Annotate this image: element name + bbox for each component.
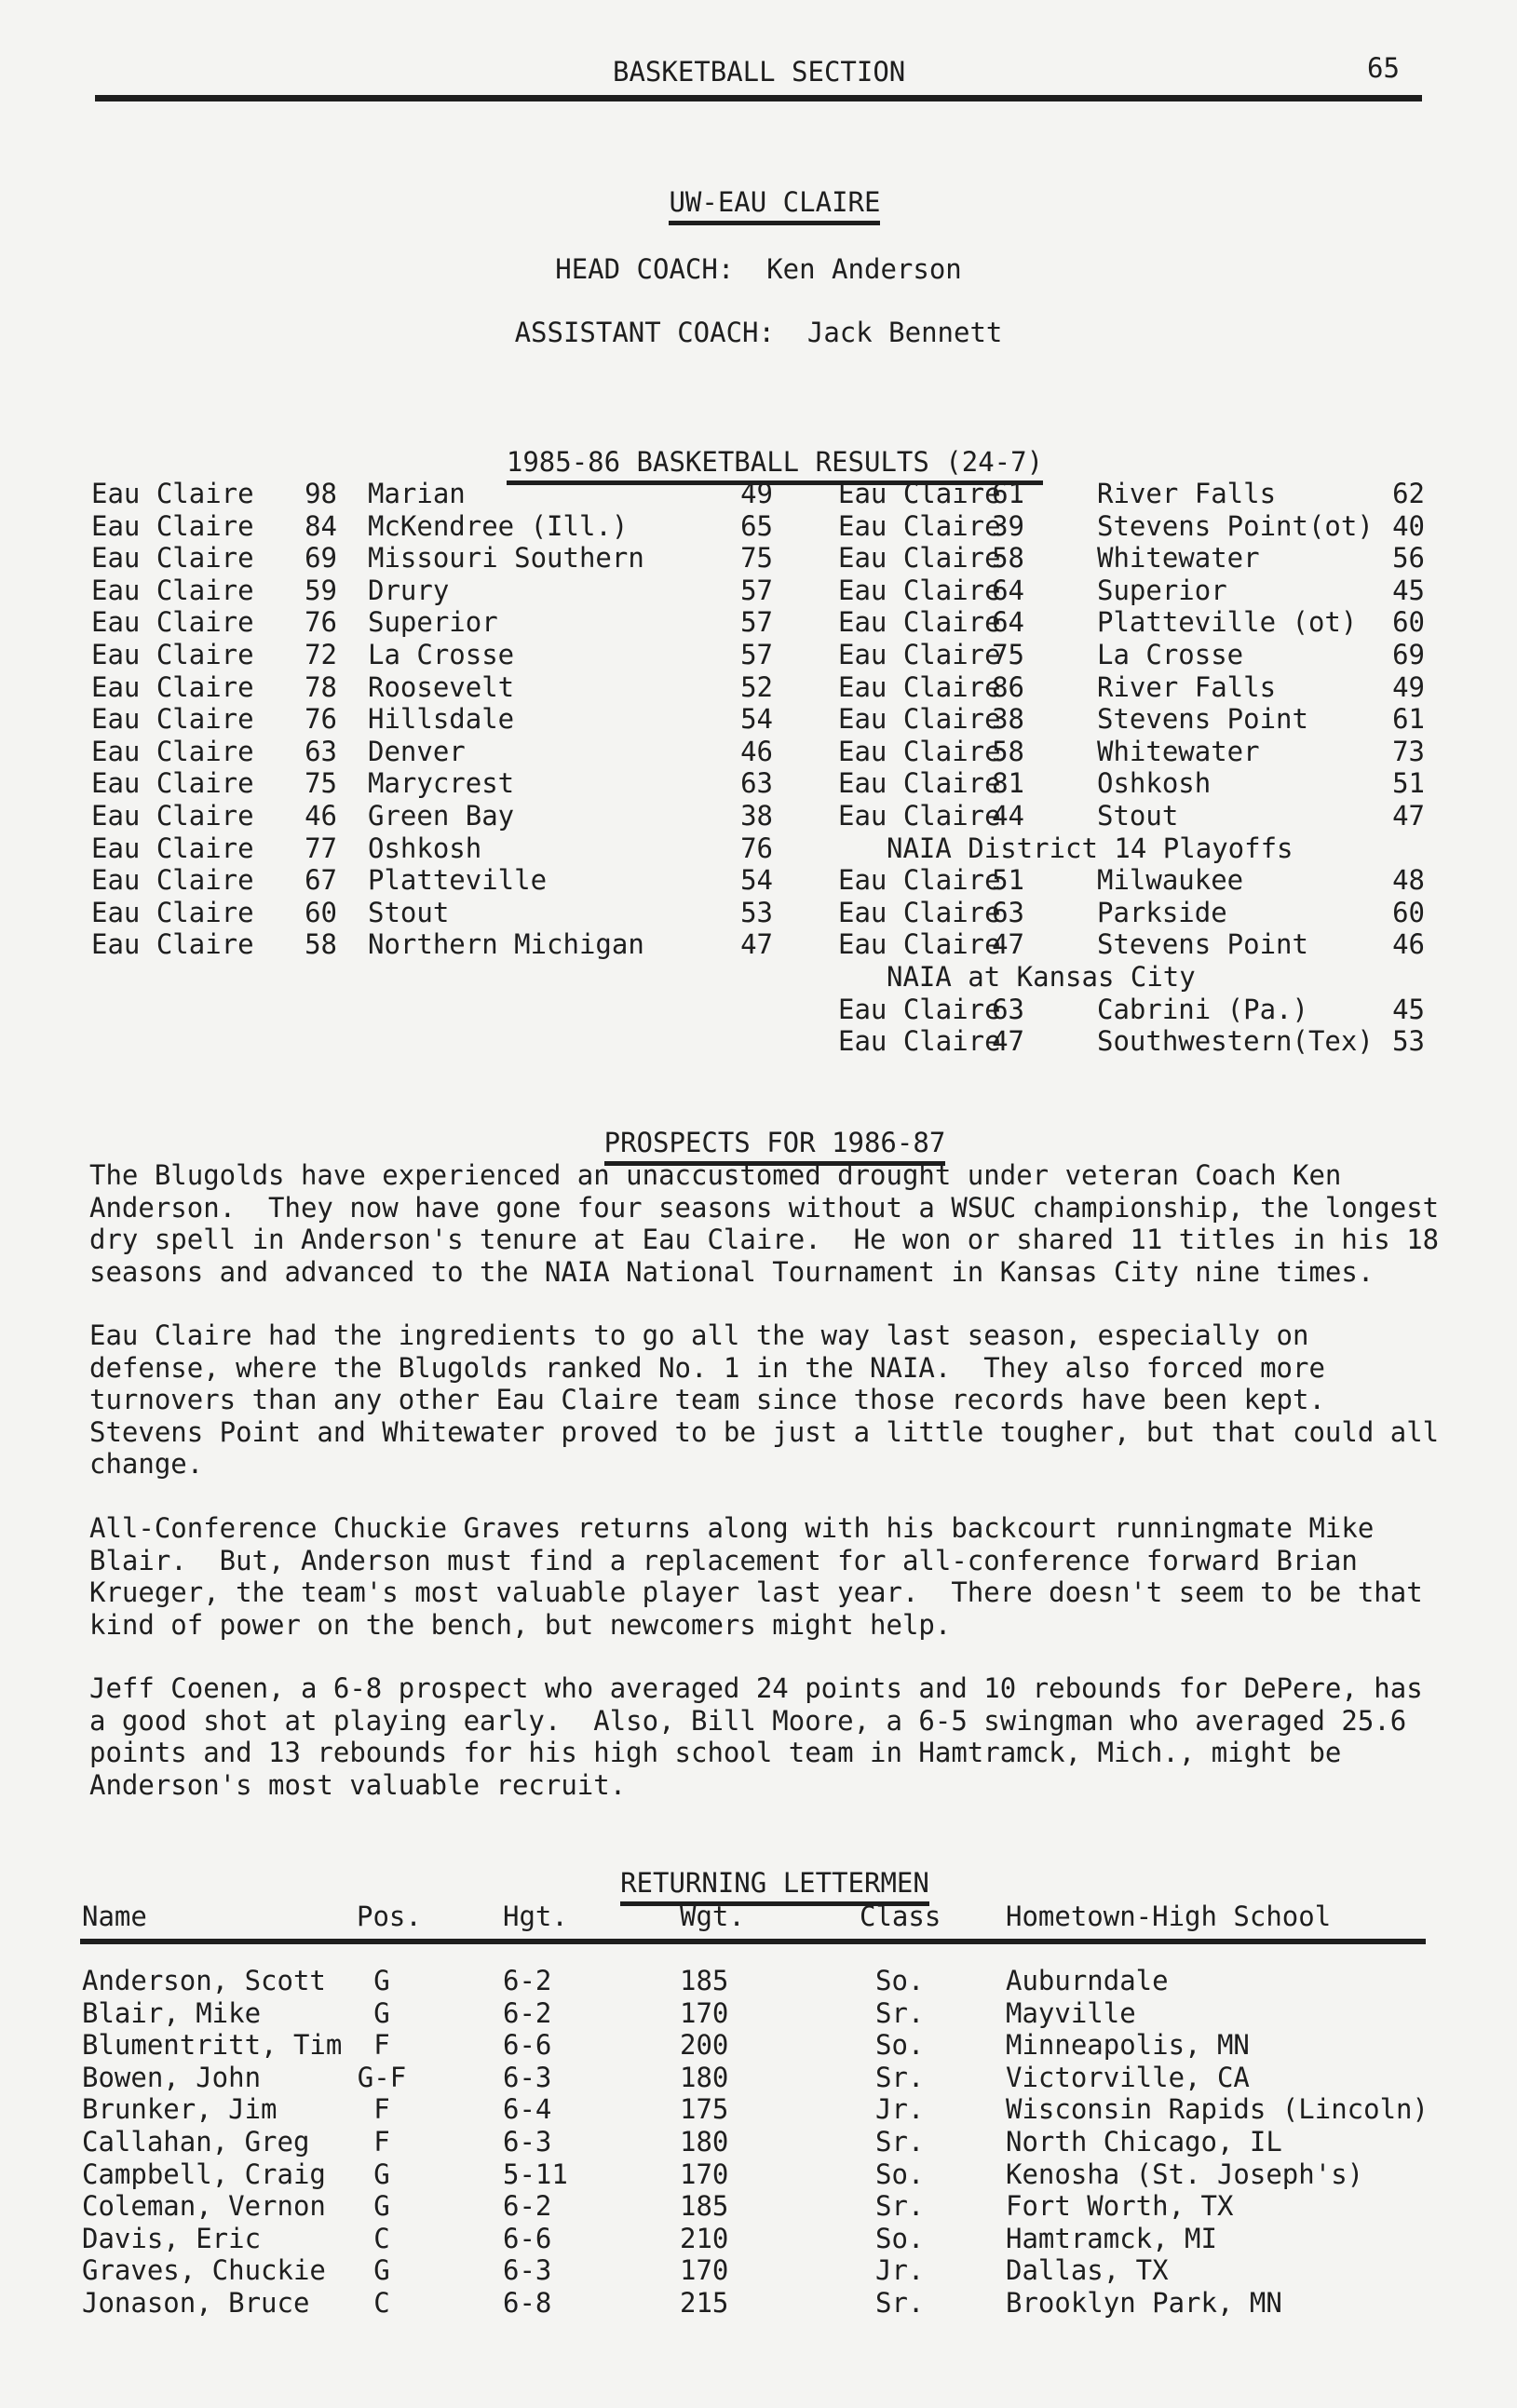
player-name: Coleman, Vernon bbox=[82, 2190, 326, 2223]
team-name: Eau Claire bbox=[838, 639, 1001, 670]
opponent-score: 61 bbox=[1392, 703, 1425, 736]
player-hometown: North Chicago, IL bbox=[1006, 2126, 1282, 2158]
opponent-score: 56 bbox=[1392, 542, 1425, 575]
player-name: Blair, Mike bbox=[82, 1996, 262, 2029]
player-class: Sr. bbox=[875, 2061, 925, 2093]
opponent-score: 46 bbox=[740, 735, 773, 767]
team-name: Eau Claire bbox=[91, 542, 254, 575]
opponent-score: 57 bbox=[740, 606, 773, 639]
opponent-score: 57 bbox=[740, 639, 773, 670]
results-heading-wrap bbox=[0, 414, 1517, 485]
team-name: Eau Claire bbox=[838, 993, 1001, 1025]
player-hometown: Dallas, TX bbox=[1006, 2254, 1169, 2287]
table-row bbox=[0, 1997, 1517, 2030]
player-height: 6-3 bbox=[503, 2126, 552, 2158]
table-header-rule bbox=[80, 1939, 1426, 1944]
lettermen-heading: RETURNING LETTERMEN bbox=[620, 1867, 929, 1906]
result-row bbox=[0, 897, 1517, 929]
team-name: Eau Claire bbox=[838, 864, 1001, 897]
opponent-name: Whitewater bbox=[1097, 735, 1260, 767]
team-name: Eau Claire bbox=[91, 928, 254, 961]
table-row bbox=[0, 2190, 1517, 2223]
player-name: Anderson, Scott bbox=[82, 1965, 326, 1996]
opponent-name: Milwaukee bbox=[1097, 864, 1244, 897]
team-name: Eau Claire bbox=[91, 767, 254, 800]
col-pos: Pos. bbox=[357, 1901, 422, 1932]
opponent-score: 57 bbox=[740, 574, 773, 606]
team-score: 39 bbox=[992, 509, 1024, 542]
result-row bbox=[0, 864, 1517, 897]
player-height: 6-6 bbox=[503, 2029, 552, 2062]
opponent-name: Stout bbox=[368, 896, 450, 928]
opponent-name: Cabrini (Pa.) bbox=[1097, 993, 1308, 1025]
player-weight: 180 bbox=[680, 2061, 729, 2093]
paragraph-1: The Blugolds have experienced an unaccustomed drought under veteran Coach Ken Anderson. They now have gone four seasons without a WSUC championship, the longest dry spell in Anderson's tenure at Eau Claire. He won or shared 11 titles in his 18 seasons and advanced to the NAIA National Tournament in Kansas City nine times. bbox=[89, 1159, 1440, 1288]
player-position: G bbox=[373, 1965, 390, 1996]
opponent-score: 47 bbox=[740, 928, 773, 961]
team-name: Eau Claire bbox=[91, 800, 254, 832]
player-hometown: Auburndale bbox=[1006, 1965, 1169, 1996]
section-title: BASKETBALL SECTION bbox=[613, 56, 906, 88]
team-score: 58 bbox=[992, 735, 1024, 767]
team-name: Eau Claire bbox=[91, 703, 254, 736]
opponent-score: 73 bbox=[1392, 735, 1425, 767]
table-row bbox=[0, 2287, 1517, 2320]
team-score: 81 bbox=[992, 767, 1024, 800]
team-score: 76 bbox=[305, 606, 337, 639]
team-score: 63 bbox=[305, 735, 337, 767]
player-name: Brunker, Jim bbox=[82, 2093, 278, 2126]
player-name: Davis, Eric bbox=[82, 2222, 262, 2254]
team-score: 98 bbox=[305, 478, 337, 509]
table-row bbox=[0, 2254, 1517, 2287]
opponent-name: La Crosse bbox=[1097, 639, 1244, 670]
opponent-name: Stevens Point bbox=[1097, 703, 1308, 736]
opponent-name: Platteville bbox=[368, 864, 548, 897]
player-weight: 170 bbox=[680, 2158, 729, 2190]
team-name: Eau Claire bbox=[91, 832, 254, 864]
result-row bbox=[0, 994, 1517, 1026]
opponent-name: Whitewater bbox=[1097, 542, 1260, 575]
team-score: 76 bbox=[305, 703, 337, 736]
opponent-name: Stevens Point bbox=[1097, 928, 1308, 961]
player-hometown: Kenosha (St. Joseph's) bbox=[1006, 2158, 1364, 2190]
team-name: Eau Claire bbox=[838, 606, 1001, 639]
player-name: Campbell, Craig bbox=[82, 2158, 326, 2190]
team-name: Eau Claire bbox=[838, 896, 1001, 928]
team-score: 58 bbox=[992, 542, 1024, 575]
opponent-name: Hillsdale bbox=[368, 703, 515, 736]
player-height: 6-2 bbox=[503, 2190, 552, 2223]
player-position: F bbox=[373, 2093, 390, 2126]
player-position: G bbox=[373, 2158, 390, 2190]
team-name: Eau Claire bbox=[91, 639, 254, 670]
team-score: 77 bbox=[305, 832, 337, 864]
team-score: 44 bbox=[992, 800, 1024, 832]
opponent-score: 48 bbox=[1392, 864, 1425, 897]
opponent-name: La Crosse bbox=[368, 639, 515, 670]
opponent-score: 53 bbox=[1392, 1025, 1425, 1058]
lettermen-header-row bbox=[0, 1901, 1517, 1933]
player-height: 6-2 bbox=[503, 1965, 552, 1996]
opponent-score: 60 bbox=[1392, 606, 1425, 639]
team-name: Eau Claire bbox=[838, 703, 1001, 736]
opponent-score: 46 bbox=[1392, 928, 1425, 961]
opponent-name: Denver bbox=[368, 735, 466, 767]
table-row bbox=[0, 2029, 1517, 2062]
player-position: C bbox=[373, 2222, 390, 2254]
team-score: 67 bbox=[305, 864, 337, 897]
col-hometown: Hometown-High School bbox=[1006, 1901, 1332, 1932]
result-row bbox=[0, 800, 1517, 832]
opponent-name: Marian bbox=[368, 478, 466, 509]
team-name: Eau Claire bbox=[91, 574, 254, 606]
school-heading: UW-EAU CLAIRE bbox=[669, 186, 880, 225]
player-position: G bbox=[373, 1996, 390, 2029]
opponent-score: 60 bbox=[1392, 896, 1425, 928]
opponent-score: 69 bbox=[1392, 639, 1425, 670]
head-coach: HEAD COACH: Ken Anderson bbox=[555, 253, 962, 285]
team-name: Eau Claire bbox=[91, 864, 254, 897]
player-position: C bbox=[373, 2287, 390, 2319]
player-hometown: Fort Worth, TX bbox=[1006, 2190, 1234, 2223]
player-weight: 210 bbox=[680, 2222, 729, 2254]
lettermen-heading-wrap bbox=[0, 1835, 1517, 1906]
result-row bbox=[0, 736, 1517, 768]
prospects-heading: PROSPECTS FOR 1986-87 bbox=[604, 1127, 946, 1166]
team-score: 84 bbox=[305, 509, 337, 542]
opponent-name: Parkside bbox=[1097, 896, 1227, 928]
player-position: F bbox=[373, 2126, 390, 2158]
team-score: 38 bbox=[992, 703, 1024, 736]
result-row bbox=[0, 542, 1517, 575]
team-name: Eau Claire bbox=[91, 478, 254, 509]
player-height: 6-2 bbox=[503, 1996, 552, 2029]
paragraph-4: Jeff Coenen, a 6-8 prospect who averaged 24 points and 10 rebounds for DePere, has a good shot at playing early. Also, Bill Moore, a 6-5 swingman who averaged 25.6 points and 13 rebounds for his high school team in Hamtramck, Mich., might be Anderson's most valuable recruit. bbox=[89, 1672, 1423, 1801]
opponent-score: 40 bbox=[1392, 509, 1425, 542]
playoff-heading bbox=[0, 961, 1517, 994]
player-position: G bbox=[373, 2254, 390, 2287]
player-hometown: Victorville, CA bbox=[1006, 2061, 1250, 2093]
opponent-score: 45 bbox=[1392, 993, 1425, 1025]
team-score: 51 bbox=[992, 864, 1024, 897]
team-name: Eau Claire bbox=[838, 478, 1001, 509]
results-heading: 1985-86 BASKETBALL RESULTS (24-7) bbox=[507, 446, 1043, 485]
opponent-name: River Falls bbox=[1097, 670, 1277, 703]
paragraph-3: All-Conference Chuckie Graves returns along with his backcourt runningmate Mike Blair. But, Anderson must find a replacement for all-conference forward Brian Krueger, the team's most valuable player last year. There doesn't seem to be that kind of power on the bench, but newcomers might help. bbox=[89, 1512, 1423, 1641]
opponent-score: 52 bbox=[740, 670, 773, 703]
player-height: 6-4 bbox=[503, 2093, 552, 2126]
team-name: Eau Claire bbox=[91, 670, 254, 703]
opponent-name: Roosevelt bbox=[368, 670, 515, 703]
player-hometown: Minneapolis, MN bbox=[1006, 2029, 1250, 2062]
header-rule bbox=[95, 95, 1422, 101]
team-score: 46 bbox=[305, 800, 337, 832]
team-score: 75 bbox=[305, 767, 337, 800]
table-row bbox=[0, 2158, 1517, 2191]
player-class: So. bbox=[875, 2222, 925, 2254]
result-row bbox=[0, 1025, 1517, 1058]
player-position: G bbox=[373, 2190, 390, 2223]
team-name: Eau Claire bbox=[838, 542, 1001, 575]
opponent-name: River Falls bbox=[1097, 478, 1277, 509]
opponent-name: Marycrest bbox=[368, 767, 515, 800]
table-row bbox=[0, 2093, 1517, 2126]
player-position: G-F bbox=[357, 2061, 407, 2093]
team-score: 63 bbox=[992, 993, 1024, 1025]
player-hometown: Brooklyn Park, MN bbox=[1006, 2287, 1282, 2319]
team-score: 75 bbox=[992, 639, 1024, 670]
player-hometown: Mayville bbox=[1006, 1996, 1136, 2029]
team-name: Eau Claire bbox=[91, 606, 254, 639]
opponent-name: McKendree (Ill.) bbox=[368, 509, 629, 542]
player-class: Sr. bbox=[875, 1996, 925, 2029]
team-name: Eau Claire bbox=[91, 735, 254, 767]
team-name: Eau Claire bbox=[91, 509, 254, 542]
team-score: 47 bbox=[992, 1025, 1024, 1058]
opponent-name: Northern Michigan bbox=[368, 928, 644, 961]
playoff-heading bbox=[0, 832, 1517, 865]
player-hometown: Hamtramck, MI bbox=[1006, 2222, 1217, 2254]
player-class: Jr. bbox=[875, 2254, 925, 2287]
opponent-score: 76 bbox=[740, 832, 773, 864]
player-class: So. bbox=[875, 2158, 925, 2190]
col-name: Name bbox=[82, 1901, 147, 1932]
player-height: 5-11 bbox=[503, 2158, 568, 2190]
player-name: Bowen, John bbox=[82, 2061, 262, 2093]
opponent-score: 47 bbox=[1392, 800, 1425, 832]
team-name: Eau Claire bbox=[91, 896, 254, 928]
opponent-score: 51 bbox=[1392, 767, 1425, 800]
result-row bbox=[0, 703, 1517, 736]
player-name: Callahan, Greg bbox=[82, 2126, 310, 2158]
table-row bbox=[0, 2062, 1517, 2094]
opponent-name: Missouri Southern bbox=[368, 542, 644, 575]
page-number: 65 bbox=[1367, 52, 1400, 84]
player-weight: 170 bbox=[680, 2254, 729, 2287]
opponent-name: Platteville (ot) bbox=[1097, 606, 1358, 639]
paragraph-2: Eau Claire had the ingredients to go all the way last season, especially on defense, where the Blugolds ranked No. 1 in the NAIA. They also forced more turnovers than any other Eau Claire team since those records have been kept. Stevens Point and Whitewater proved to be just a little tougher, but that could all change. bbox=[89, 1319, 1440, 1480]
player-class: Sr. bbox=[875, 2190, 925, 2223]
team-name: Eau Claire bbox=[838, 670, 1001, 703]
player-height: 6-8 bbox=[503, 2287, 552, 2319]
school-heading-wrap bbox=[0, 155, 1517, 225]
result-row bbox=[0, 767, 1517, 800]
team-score: 72 bbox=[305, 639, 337, 670]
opponent-score: 45 bbox=[1392, 574, 1425, 606]
player-class: Jr. bbox=[875, 2093, 925, 2126]
player-position: F bbox=[373, 2029, 390, 2062]
opponent-score: 54 bbox=[740, 864, 773, 897]
team-name: Eau Claire bbox=[838, 800, 1001, 832]
player-height: 6-6 bbox=[503, 2222, 552, 2254]
player-weight: 170 bbox=[680, 1996, 729, 2029]
player-name: Jonason, Bruce bbox=[82, 2287, 310, 2319]
team-score: 63 bbox=[992, 896, 1024, 928]
table-row bbox=[0, 1965, 1517, 1997]
prospects-heading-wrap bbox=[0, 1095, 1517, 1166]
opponent-score: 49 bbox=[740, 478, 773, 509]
player-weight: 185 bbox=[680, 2190, 729, 2223]
player-class: Sr. bbox=[875, 2287, 925, 2319]
team-score: 78 bbox=[305, 670, 337, 703]
player-class: So. bbox=[875, 2029, 925, 2062]
player-weight: 200 bbox=[680, 2029, 729, 2062]
opponent-score: 54 bbox=[740, 703, 773, 736]
team-score: 61 bbox=[992, 478, 1024, 509]
opponent-score: 53 bbox=[740, 896, 773, 928]
team-name: Eau Claire bbox=[838, 574, 1001, 606]
player-height: 6-3 bbox=[503, 2061, 552, 2093]
team-score: 59 bbox=[305, 574, 337, 606]
opponent-name: Stout bbox=[1097, 800, 1179, 832]
opponent-score: 38 bbox=[740, 800, 773, 832]
team-name: Eau Claire bbox=[838, 735, 1001, 767]
result-row bbox=[0, 478, 1517, 510]
table-row bbox=[0, 2126, 1517, 2158]
opponent-name: Oshkosh bbox=[368, 832, 482, 864]
opponent-name: Stevens Point(ot) bbox=[1097, 509, 1374, 542]
team-name: Eau Claire bbox=[838, 767, 1001, 800]
player-hometown: Wisconsin Rapids (Lincoln) bbox=[1006, 2093, 1429, 2126]
team-score: 86 bbox=[992, 670, 1024, 703]
result-row bbox=[0, 606, 1517, 639]
team-name: Eau Claire bbox=[838, 928, 1001, 961]
player-name: Graves, Chuckie bbox=[82, 2254, 326, 2287]
result-row bbox=[0, 671, 1517, 704]
player-class: Sr. bbox=[875, 2126, 925, 2158]
opponent-name: Oshkosh bbox=[1097, 767, 1212, 800]
opponent-name: Southwestern(Tex) bbox=[1097, 1025, 1374, 1058]
player-weight: 175 bbox=[680, 2093, 729, 2126]
opponent-score: 63 bbox=[740, 767, 773, 800]
opponent-name: Superior bbox=[1097, 574, 1227, 606]
team-name: Eau Claire bbox=[838, 509, 1001, 542]
result-row bbox=[0, 639, 1517, 671]
team-score: 69 bbox=[305, 542, 337, 575]
opponent-name: Superior bbox=[368, 606, 498, 639]
opponent-score: 75 bbox=[740, 542, 773, 575]
player-weight: 215 bbox=[680, 2287, 729, 2319]
col-class: Class bbox=[860, 1901, 941, 1932]
team-score: 64 bbox=[992, 574, 1024, 606]
team-score: 60 bbox=[305, 896, 337, 928]
result-row bbox=[0, 510, 1517, 543]
col-hgt: Hgt. bbox=[503, 1901, 568, 1932]
player-weight: 180 bbox=[680, 2126, 729, 2158]
result-row bbox=[0, 575, 1517, 607]
result-row bbox=[0, 928, 1517, 961]
col-wgt: Wgt. bbox=[680, 1901, 745, 1932]
opponent-name: Green Bay bbox=[368, 800, 515, 832]
team-score: 47 bbox=[992, 928, 1024, 961]
player-weight: 185 bbox=[680, 1965, 729, 1996]
assistant-coach: ASSISTANT COACH: Jack Bennett bbox=[514, 317, 1003, 348]
player-name: Blumentritt, Tim bbox=[82, 2029, 343, 2062]
opponent-score: 62 bbox=[1392, 478, 1425, 509]
team-score: 58 bbox=[305, 928, 337, 961]
table-row bbox=[0, 2223, 1517, 2255]
playoff-heading-text: NAIA at Kansas City bbox=[887, 961, 1196, 993]
opponent-score: 49 bbox=[1392, 670, 1425, 703]
opponent-score: 65 bbox=[740, 509, 773, 542]
player-height: 6-3 bbox=[503, 2254, 552, 2287]
playoff-heading-text: NAIA District 14 Playoffs bbox=[887, 832, 1294, 864]
team-name: Eau Claire bbox=[838, 1025, 1001, 1058]
team-score: 64 bbox=[992, 606, 1024, 639]
player-class: So. bbox=[875, 1965, 925, 1996]
opponent-name: Drury bbox=[368, 574, 450, 606]
